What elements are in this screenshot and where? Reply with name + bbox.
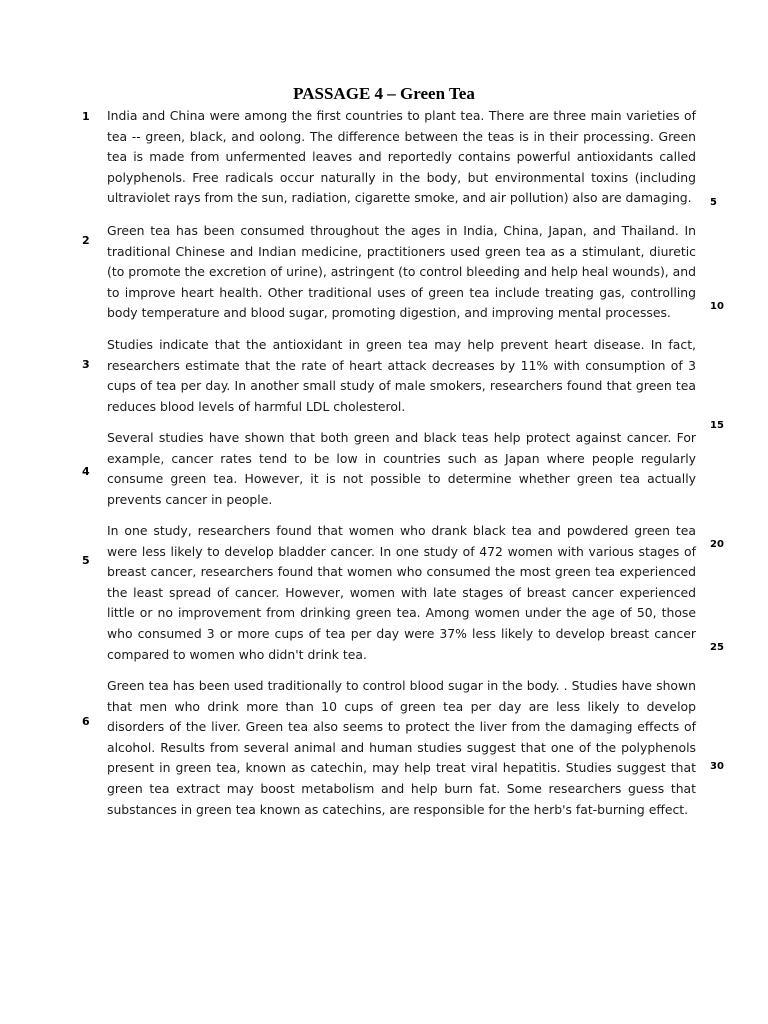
paragraph-number-2: 2 <box>82 234 90 247</box>
line-number: 20 <box>710 539 724 550</box>
paragraph-number-5: 5 <box>82 554 90 567</box>
line-number: 10 <box>710 301 724 312</box>
line-number: 25 <box>710 642 724 653</box>
paragraph-1: India and China were among the first countries to plant tea. There are three main varieties of tea -- green, black, and oolong. The difference between the teas is in their processing. Green tea is made from unfermented leaves and reportedly contains powerful antioxidants called polyphenols. Free radicals occur naturally in the body, but environmental toxins (including ultraviolet rays from the sun, radiation, cigarette smoke, and air pollution) also are damaging. <box>107 108 696 206</box>
paragraph-2: Green tea has been consumed throughout the ages in India, China, Japan, and Thailand. In traditional Chinese and Indian medicine, practitioners used green tea as a stimulant, diuretic (to promote the excretion of urine), astringent (to control bleeding and help heal wounds), and to improve heart health. Other traditional uses of green tea include treating gas, controlling body temperature and blood sugar, promoting digestion, and improving mental processes. <box>107 223 696 321</box>
passage-title: PASSAGE 4 – Green Tea <box>293 84 475 103</box>
paragraph-number-3: 3 <box>82 358 90 371</box>
line-number: 30 <box>710 761 724 772</box>
paragraph-5: In one study, researchers found that women who drank black tea and powdered green tea were less likely to develop bladder cancer. In one study of 472 women with various stages of breast cancer, researchers found that women who consumed the most green tea experienced the least spread of cancer. However, women with late stages of breast cancer experienced little or no improvement from drinking green tea. Among women under the age of 50, those who consumed 3 or more cups of tea per day were 37% less likely to develop breast cancer compared to women who didn't drink tea. <box>107 523 696 662</box>
paragraph-number-1: 1 <box>82 110 90 123</box>
paragraph-3: Studies indicate that the antioxidant in green tea may help prevent heart disease. In fact, researchers estimate that the rate of heart attack decreases by 11% with consumption of 3 cups of tea per day. In another small study of male smokers, researchers found that green tea reduces blood levels of harmful LDL cholesterol. <box>107 337 696 414</box>
line-number: 5 <box>710 197 717 208</box>
line-number: 15 <box>710 420 724 431</box>
paragraph-4: Several studies have shown that both green and black teas help protect against cancer. For example, cancer rates tend to be low in countries such as Japan where people regularly consume green tea. However, it is not possible to determine whether green tea actually prevents cancer in people. <box>107 430 696 507</box>
paragraph-number-4: 4 <box>82 465 90 478</box>
paragraph-6: Green tea has been used traditionally to control blood sugar in the body. . Studies have shown that men who drink more than 10 cups of green tea per day are less likely to develop disorders of the liver. Green tea also seems to protect the liver from the damaging effects of alcohol. Results from several animal and human studies suggest that one of the polyphenols present in green tea, known as catechin, may help treat viral hepatitis. Studies suggest that green tea extract may boost metabolism and help burn fat. Some researchers guess that substances in green tea known as catechins, are responsible for the herb's fat-burning effect. <box>107 678 696 817</box>
paragraph-number-6: 6 <box>82 715 90 728</box>
